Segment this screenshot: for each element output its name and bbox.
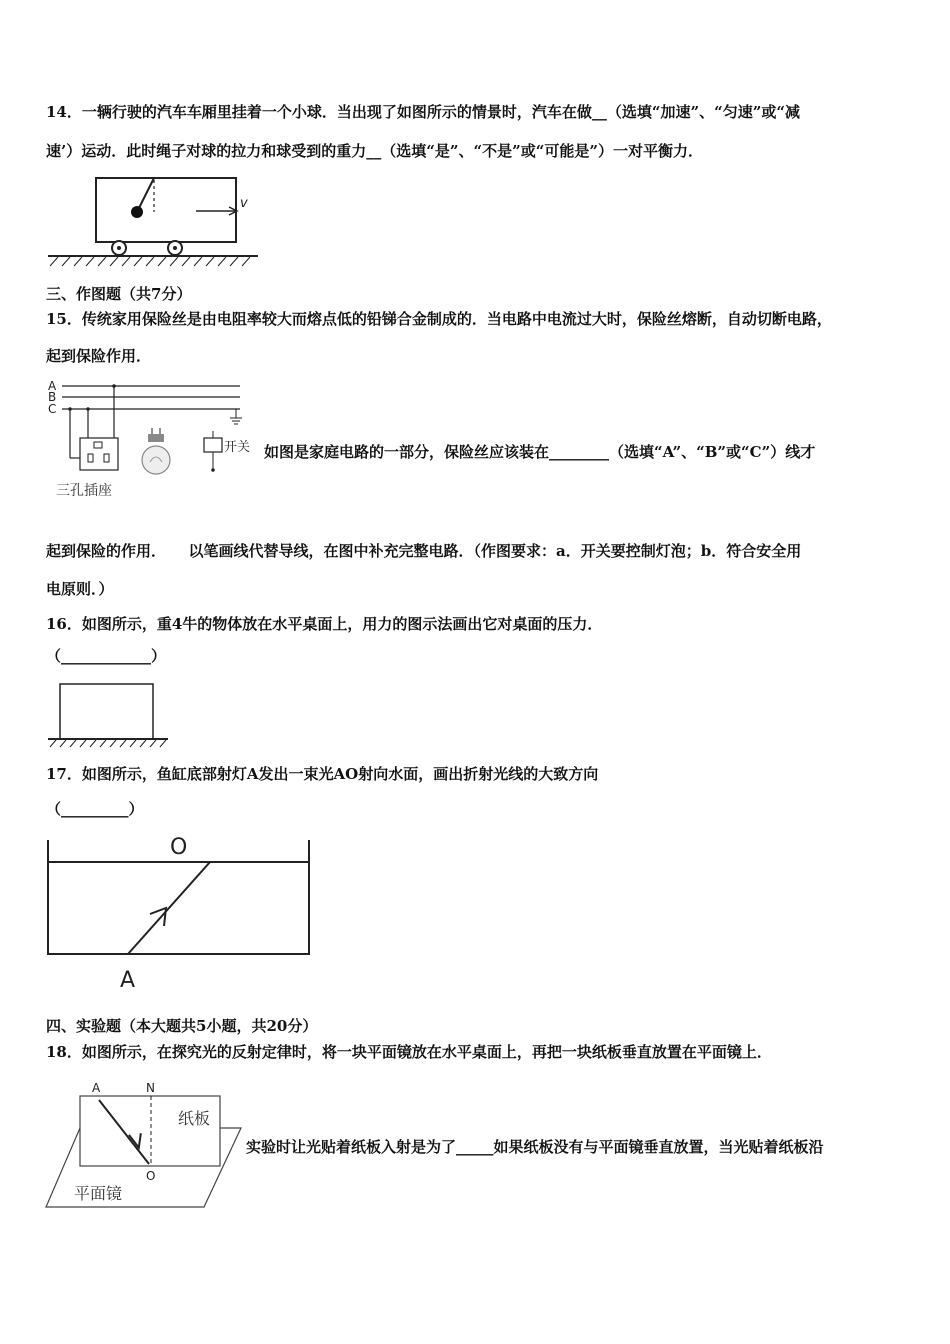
label-a: A [92, 1081, 101, 1095]
q16-blank: （____________） [46, 647, 167, 665]
q18-reflection-figure [44, 1078, 249, 1208]
q14-line1: 14．一辆行驶的汽车车厢里挂着一个小球．当出现了如图所示的情景时，汽车在做__（选填“加速”、“匀速”或“减 [46, 103, 801, 121]
socket [80, 438, 118, 470]
q15-circuit-figure [44, 378, 264, 503]
socket-label: 三孔插座 [56, 483, 112, 499]
object-block [60, 684, 153, 739]
q18-line1: 18．如图所示，在探究光的反射定律时，将一块平面镜放在水平桌面上，再把一块纸板垂直放置在平面镜上． [46, 1043, 772, 1061]
board-label: 纸板 [178, 1109, 211, 1128]
mirror-label: 平面镜 [74, 1184, 123, 1203]
q14-car-figure [44, 170, 274, 270]
q14-line2: 速’）运动．此时绳子对球的拉力和球受到的重力__（选填“是”、“不是”或“可能是”）一对平衡力． [46, 142, 703, 160]
car-body [96, 178, 236, 242]
q16-block-figure [44, 680, 174, 750]
switch-label: 开关 [224, 440, 251, 455]
label-a: A [48, 379, 57, 393]
q15-line2: 起到保险作用． [46, 347, 152, 365]
string [138, 178, 154, 210]
label-n: N [146, 1081, 155, 1095]
light-ray-ao [128, 862, 210, 954]
lamp-holder [148, 434, 164, 442]
label-c: C [48, 402, 57, 416]
q15-line1: 15．传统家用保险丝是由电阻率较大而熔点低的铅锑合金制成的．当电路中电流过大时，保险丝熔断，自动切断电路， [46, 310, 832, 328]
q15-side-text: 如图是家庭电路的一部分，保险丝应该装在________（选填“A”、“B”或“C”）线才 [264, 443, 816, 461]
paper-board [80, 1096, 220, 1166]
ball [131, 206, 143, 218]
q15-line3: 起到保险的作用． 以笔画线代替导线，在图中补充完整电路．（作图要求：a．开关要控制灯泡；b．符合安全用 [46, 542, 802, 560]
q16-line1: 16．如图所示，重4牛的物体放在水平桌面上，用力的图示法画出它对桌面的压力． [46, 615, 603, 633]
lamp-bulb [142, 446, 170, 474]
point-o: O [170, 835, 188, 860]
q15-line4: 电原则．） [46, 580, 114, 598]
q17-blank: （_________） [46, 800, 144, 818]
label-o: O [146, 1169, 156, 1183]
label-b: B [48, 390, 57, 404]
q17-tank-figure [44, 832, 319, 992]
section4-heading: 四、实验题（本大题共5小题，共20分） [46, 1017, 318, 1035]
q18-side-text: 实验时让光贴着纸板入射是为了_____如果纸板没有与平面镜垂直放置，当光贴着纸板沿 [246, 1138, 824, 1156]
switch-box [204, 438, 222, 452]
velocity-label: v [240, 196, 248, 211]
point-a: A [120, 968, 136, 993]
q17-line1: 17．如图所示，鱼缸底部射灯A发出一束光AO射向水面，画出折射光线的大致方向 [46, 765, 599, 783]
section3-heading: 三、作图题（共7分） [46, 285, 192, 303]
